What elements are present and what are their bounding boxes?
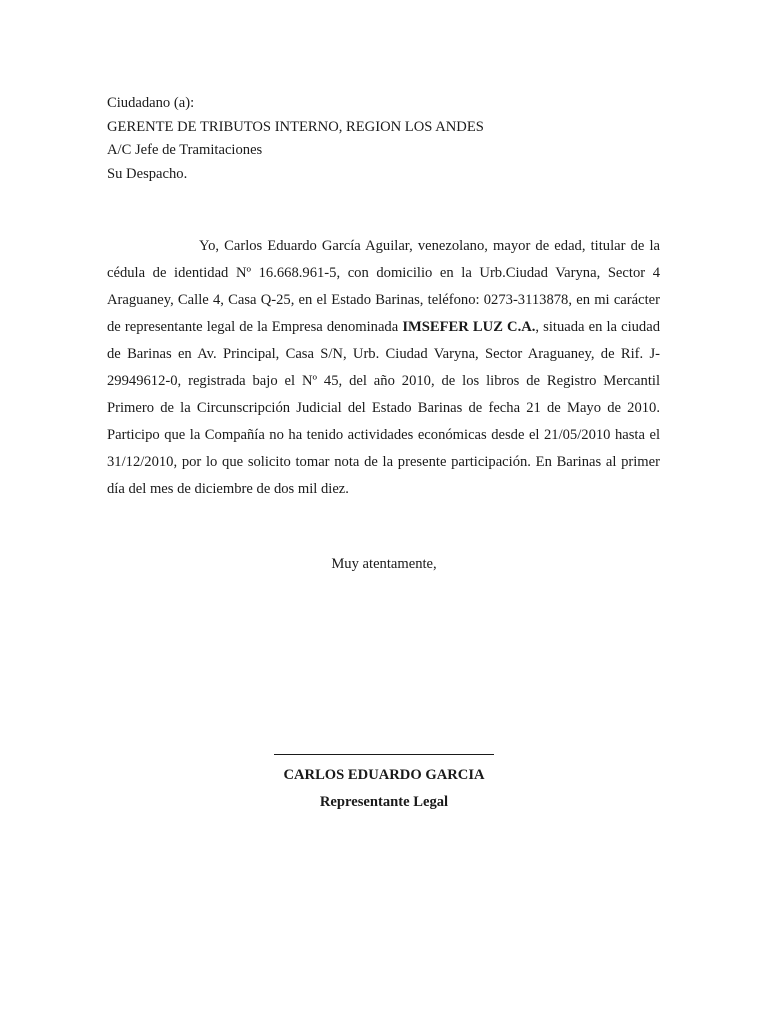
signatory-name: CARLOS EDUARDO GARCIA bbox=[283, 767, 485, 783]
addressee-attention: A/C Jefe de Tramitaciones bbox=[107, 142, 263, 158]
signature-line bbox=[274, 754, 494, 755]
body-text-part-2: , situada en la ciudad de Barinas en Av. Principal, Casa S/N, Urb. Ciudad Varyna, Sector Araguaney, de Rif. J-29949612-0, registrada bajo el Nº 45, del año 2010, de los libros de Registro Mercantil Primero de la Circunscripción Judicial del Estado Barinas de fecha 21 de Mayo de 2010. Participo que la Compañía no ha tenido actividades económicas desde el 21/05/2010 hasta el 31/12/2010, por lo que solicito tomar nota de la presente participación. En Barinas al primer día del mes de diciembre de dos mil diez. bbox=[107, 319, 660, 497]
addressee-block bbox=[107, 92, 667, 186]
signatory-role: Representante Legal bbox=[319, 794, 449, 810]
company-name: IMSEFER LUZ C.A. bbox=[402, 319, 536, 335]
addressee-title: GERENTE DE TRIBUTOS INTERNO, REGION LOS ANDES bbox=[107, 118, 484, 135]
closing-line bbox=[0, 552, 768, 576]
closing-text: Muy atentamente, bbox=[331, 556, 437, 572]
addressee-salutation: Ciudadano (a): bbox=[107, 95, 195, 111]
body-text-part-1: Yo, Carlos Eduardo García Aguilar, venezolano, mayor de edad, titular de la cédula de identidad Nº 16.668.961-5, con domicilio en la Urb.Ciudad Varyna, Sector 4 Araguaney, Calle 4, Casa Q-25, en el Estado Barinas, teléfono: 0273-3113878, en mi carácter de representante legal de la Empresa denominada bbox=[107, 238, 660, 335]
letter-body bbox=[107, 233, 660, 503]
addressee-office: Su Despacho. bbox=[107, 165, 188, 182]
